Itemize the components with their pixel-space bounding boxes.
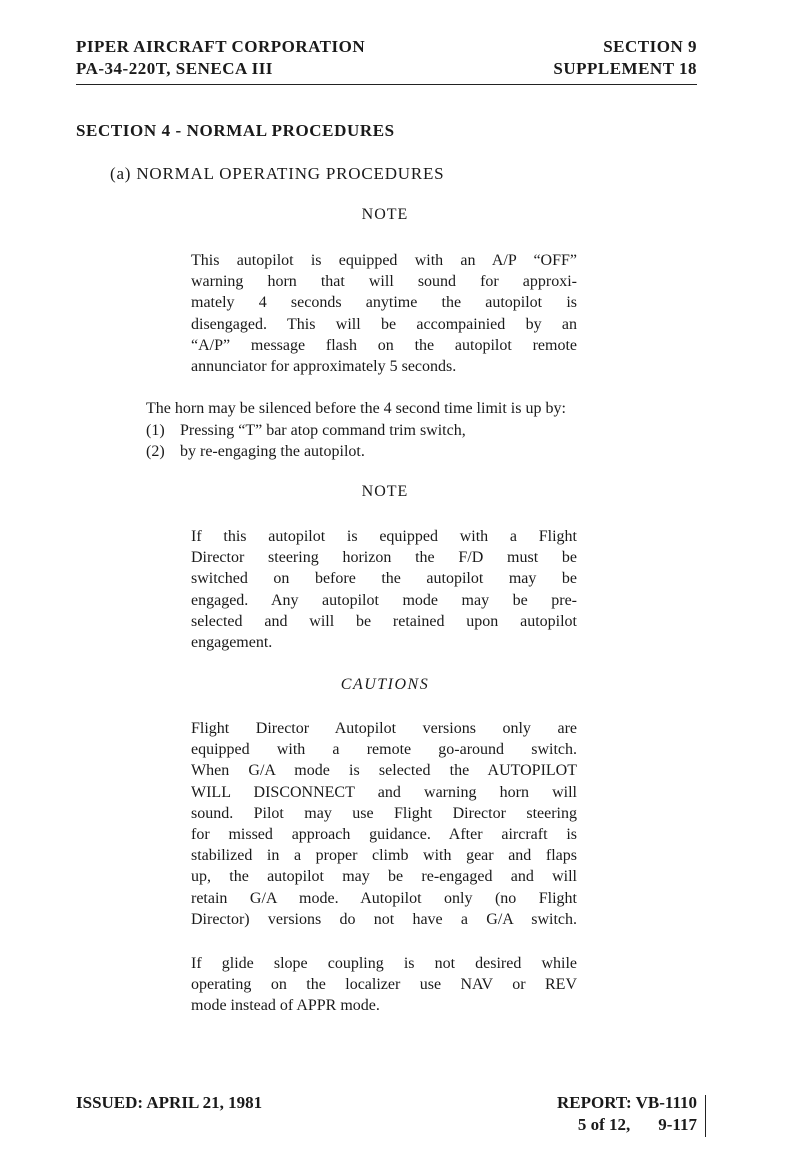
note2-line: engagement. (191, 634, 273, 652)
horn-item-number: (2) (146, 443, 165, 460)
section-label: SECTION 9 (603, 37, 697, 56)
cautions-line: WILL DISCONNECT and warning horn will (191, 783, 577, 801)
header-divider (76, 84, 697, 85)
note2-line: If this autopilot is equipped with a Flight (191, 528, 577, 545)
cautions-line: operating on the localizer use NAV or REV (191, 976, 577, 994)
cautions-line: mode instead of APPR mode. (191, 997, 380, 1015)
cautions-line: sound. Pilot may use Flight Director steering (191, 804, 577, 822)
horn-item-text: by re-engaging the autopilot. (180, 443, 365, 460)
note2-heading: NOTE (361, 483, 409, 500)
cautions-heading: CAUTIONS (340, 676, 430, 693)
note2-line: switched on before the autopilot may be (191, 570, 577, 588)
horn-item (146, 441, 566, 463)
company-name: PIPER AIRCRAFT CORPORATION (76, 37, 366, 56)
revision-bar (705, 1095, 706, 1137)
aircraft-model: PA-34-220T, SENECA III (76, 59, 273, 78)
cautions-line: for missed approach guidance. After aircraft is (191, 826, 577, 844)
note2-line: selected and will be retained upon autopilot (191, 612, 577, 630)
note1-line: disengaged. This will be accompainied by an (191, 315, 577, 333)
note1-line: mately 4 seconds anytime the autopilot is (191, 294, 577, 312)
cautions-paragraph-2 (191, 953, 577, 1017)
horn-item-number: (1) (146, 421, 165, 439)
note1-line: “A/P” message flash on the autopilot remote (191, 336, 577, 354)
report-number: REPORT: VB-1110 (557, 1093, 697, 1112)
cautions-line: up, the autopilot may be re-engaged and will (191, 868, 577, 886)
cautions-paragraph-1 (191, 718, 577, 930)
note2-line: engaged. Any autopilot mode may be pre- (191, 591, 577, 609)
horn-item-text: Pressing “T” bar atop command trim switch, (180, 421, 466, 439)
note1-body (191, 250, 577, 377)
cautions-line: When G/A mode is selected the AUTOPILOT (191, 762, 577, 780)
subsection-title: (a) NORMAL OPERATING PROCEDURES (110, 164, 445, 183)
cautions-line: If glide slope coupling is not desired while (191, 955, 577, 972)
note2-line: Director steering horizon the F/D must be (191, 549, 577, 567)
issued-date: ISSUED: APRIL 21, 1981 (76, 1093, 263, 1112)
page-number: 9-117 (658, 1115, 697, 1134)
note1-heading: NOTE (361, 206, 409, 223)
cautions-line: retain G/A mode. Autopilot only (no Flight (191, 889, 577, 907)
horn-silence-instructions (146, 398, 566, 463)
page-count: 5 of 12, (577, 1115, 631, 1134)
footer-right (557, 1092, 697, 1136)
cautions-line: stabilized in a proper climb with gear and flaps (191, 847, 577, 865)
supplement-label: SUPPLEMENT 18 (553, 59, 697, 78)
cautions-line: Director) versions do not have a G/A switch. (191, 910, 577, 928)
horn-intro: The horn may be silenced before the 4 second time limit is up by: (146, 400, 566, 417)
section-title: SECTION 4 - NORMAL PROCEDURES (76, 121, 395, 140)
note2-body (191, 526, 577, 653)
header-right (553, 36, 697, 80)
note1-line: annunciator for approximately 5 seconds. (191, 358, 457, 376)
cautions-line: equipped with a remote go-around switch. (191, 741, 577, 759)
horn-item (146, 420, 566, 442)
cautions-line: Flight Director Autopilot versions only are (191, 720, 577, 737)
note1-line: warning horn that will sound for approxi- (191, 273, 577, 291)
page-info (557, 1114, 697, 1136)
header-left (76, 36, 365, 80)
note1-line: This autopilot is equipped with an A/P “OFF” (191, 252, 577, 269)
